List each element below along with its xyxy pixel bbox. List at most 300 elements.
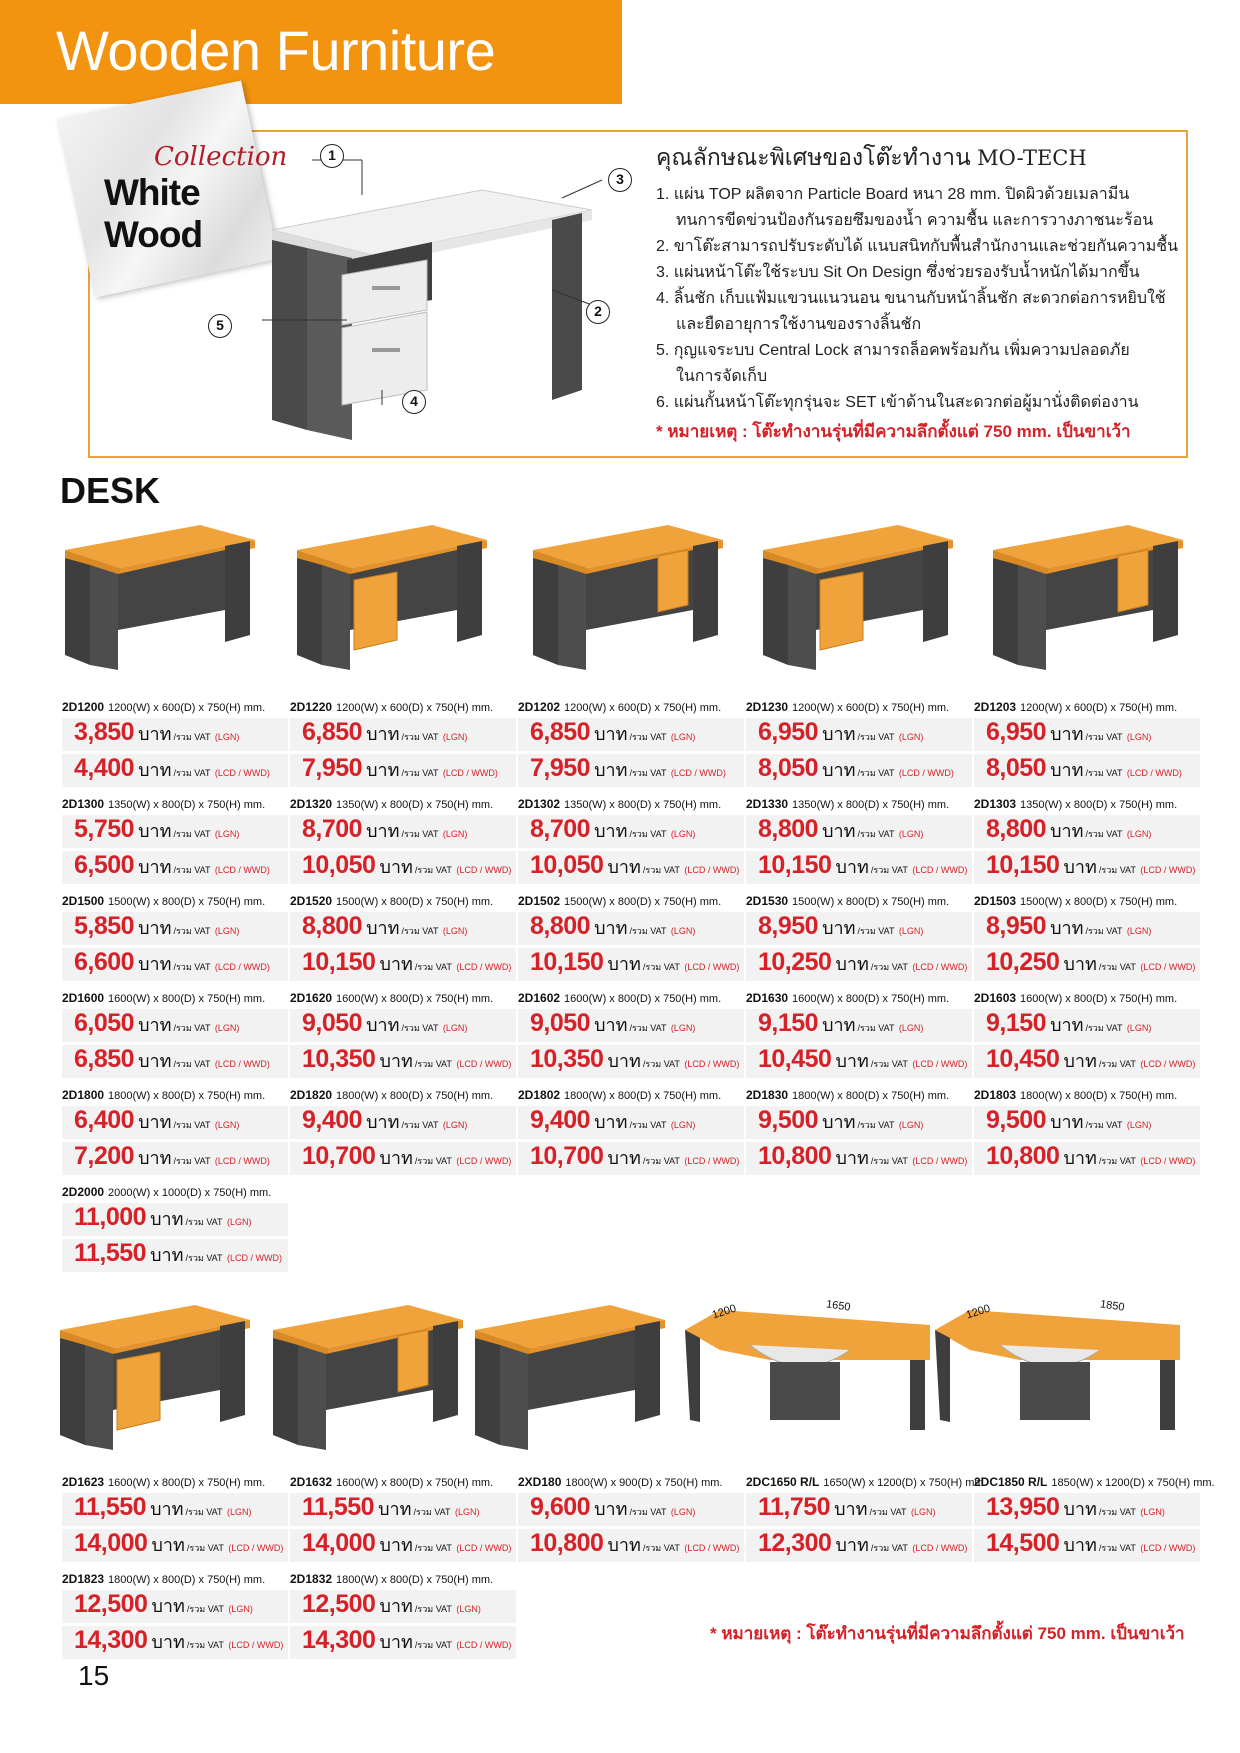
desk-image bbox=[758, 510, 958, 680]
price-unit: บาท bbox=[379, 1051, 413, 1071]
finish-label: (LGN) bbox=[1126, 1120, 1152, 1130]
price-unit: บาท bbox=[138, 857, 172, 877]
model-dims: 1600(W) x 800(D) x 750(H) mm. bbox=[1020, 993, 1178, 1005]
vat-label: /รวม VAT bbox=[1098, 1507, 1136, 1517]
price-lcd bbox=[518, 948, 744, 982]
price-lgn bbox=[974, 1493, 1200, 1527]
model-code: 2D1623 bbox=[62, 1475, 105, 1489]
finish-label: (LGN) bbox=[456, 1604, 481, 1614]
model-dims: 1200(W) x 600(D) x 750(H) mm. bbox=[792, 702, 950, 714]
model-header bbox=[62, 700, 288, 716]
model-header bbox=[518, 797, 744, 813]
desk-image bbox=[268, 1290, 468, 1460]
price-value: 9,150 bbox=[758, 1009, 819, 1037]
price-value: 14,500 bbox=[986, 1529, 1060, 1557]
price-unit: บาท bbox=[594, 918, 628, 938]
vat-label: /รวม VAT bbox=[629, 1507, 667, 1517]
finish-label: (LGN) bbox=[670, 926, 696, 936]
vat-label: /รวม VAT bbox=[185, 1507, 223, 1517]
product-cell bbox=[518, 1088, 744, 1176]
finish-label: (LCD / WWD) bbox=[1140, 1543, 1196, 1553]
feature-item: 4. ลิ้นชัก เก็บแฟ้มแขวนแนวนอน ขนานกับหน้าลิ้นชัก สะดวกต่อการหยิบใช้ bbox=[656, 290, 1166, 307]
price-unit: บาท bbox=[1063, 1499, 1097, 1519]
model-code: 2XD180 bbox=[518, 1475, 562, 1489]
price-value: 5,850 bbox=[74, 912, 135, 940]
price-lgn bbox=[290, 718, 516, 752]
price-unit: บาท bbox=[138, 724, 172, 744]
model-dims: 1200(W) x 600(D) x 750(H) mm. bbox=[1020, 702, 1178, 714]
finish-label: (LGN) bbox=[442, 1023, 468, 1033]
finish-label: (LGN) bbox=[898, 1023, 924, 1033]
finish-label: (LGN) bbox=[226, 1217, 252, 1227]
price-value: 8,950 bbox=[758, 912, 819, 940]
price-lcd bbox=[62, 851, 288, 885]
model-code: 2D1630 bbox=[746, 991, 789, 1005]
finish-label: (LGN) bbox=[910, 1507, 936, 1517]
product-cell bbox=[518, 1475, 744, 1563]
dim-label: 1650 bbox=[825, 1298, 852, 1314]
price-lcd bbox=[62, 948, 288, 982]
price-unit: บาท bbox=[594, 1015, 628, 1035]
model-dims: 1350(W) x 800(D) x 750(H) mm. bbox=[564, 799, 722, 811]
price-lgn bbox=[974, 1106, 1200, 1140]
finish-label: (LCD / WWD) bbox=[456, 1543, 512, 1553]
price-lcd bbox=[518, 851, 744, 885]
desk-image bbox=[55, 1290, 255, 1460]
vat-label: /รวม VAT bbox=[173, 829, 211, 839]
finish-label: (LCD / WWD) bbox=[912, 962, 968, 972]
vat-label: /รวม VAT bbox=[857, 926, 895, 936]
finish-label: (LCD / WWD) bbox=[456, 962, 512, 972]
finish-label: (LGN) bbox=[670, 1120, 696, 1130]
finish-label: (LGN) bbox=[214, 1120, 240, 1130]
feature-item: และยืดอายุการใช้งานของรางลิ้นชัก bbox=[676, 316, 922, 333]
price-value: 10,250 bbox=[986, 948, 1060, 976]
price-unit: บาท bbox=[379, 954, 413, 974]
callout-3: 3 bbox=[608, 168, 632, 192]
vat-label: /รวม VAT bbox=[642, 1543, 680, 1553]
model-dims: 1800(W) x 800(D) x 750(H) mm. bbox=[108, 1090, 266, 1102]
price-unit: บาท bbox=[1050, 760, 1084, 780]
price-value: 11,000 bbox=[74, 1203, 147, 1231]
model-dims: 1600(W) x 800(D) x 750(H) mm. bbox=[564, 993, 722, 1005]
price-lgn bbox=[518, 1106, 744, 1140]
product-cell bbox=[290, 700, 516, 788]
vat-label: /รวม VAT bbox=[857, 1120, 895, 1130]
vat-label: /รวม VAT bbox=[1098, 865, 1136, 875]
model-code: 2D1502 bbox=[518, 894, 561, 908]
model-dims: 1500(W) x 800(D) x 750(H) mm. bbox=[336, 896, 494, 908]
model-code: 2D1632 bbox=[290, 1475, 333, 1489]
model-dims: 1600(W) x 800(D) x 750(H) mm. bbox=[336, 993, 494, 1005]
finish-label: (LCD / WWD) bbox=[912, 865, 968, 875]
model-header bbox=[974, 991, 1200, 1007]
feature-item: 1. แผ่น TOP ผลิตจาก Particle Board หนา 28 mm. ปิดผิวด้วยเมลามีน bbox=[656, 186, 1130, 203]
finish-label: (LGN) bbox=[442, 732, 468, 742]
price-lcd bbox=[518, 1045, 744, 1079]
product-cell bbox=[62, 894, 288, 982]
model-dims: 1800(W) x 900(D) x 750(H) mm. bbox=[565, 1477, 723, 1489]
desk-image bbox=[60, 510, 260, 680]
price-unit: บาท bbox=[366, 1112, 400, 1132]
price-unit: บาท bbox=[138, 1112, 172, 1132]
price-lcd bbox=[290, 1045, 516, 1079]
vat-label: /รวม VAT bbox=[870, 1156, 908, 1166]
price-value: 4,400 bbox=[74, 754, 135, 782]
model-code: 2D1500 bbox=[62, 894, 105, 908]
vat-label: /รวม VAT bbox=[1085, 829, 1123, 839]
price-lcd bbox=[62, 1529, 288, 1563]
price-value: 11,550 bbox=[74, 1493, 147, 1521]
price-value: 10,450 bbox=[986, 1045, 1060, 1073]
price-value: 8,800 bbox=[986, 815, 1047, 843]
callout-2: 2 bbox=[586, 300, 610, 324]
price-unit: บาท bbox=[1050, 821, 1084, 841]
price-lgn bbox=[746, 1493, 972, 1527]
finish-label: (LCD / WWD) bbox=[442, 768, 498, 778]
price-unit: บาท bbox=[138, 1148, 172, 1168]
price-unit: บาท bbox=[379, 1596, 413, 1616]
price-value: 10,800 bbox=[758, 1142, 832, 1170]
model-header bbox=[746, 894, 972, 910]
price-unit: บาท bbox=[150, 1209, 184, 1229]
price-value: 6,950 bbox=[758, 718, 819, 746]
vat-label: /รวม VAT bbox=[401, 768, 439, 778]
price-lgn bbox=[62, 1203, 288, 1237]
price-value: 10,150 bbox=[986, 851, 1060, 879]
price-unit: บาท bbox=[835, 1051, 869, 1071]
model-header bbox=[974, 894, 1200, 910]
model-dims: 1500(W) x 800(D) x 750(H) mm. bbox=[792, 896, 950, 908]
vat-label: /รวม VAT bbox=[1098, 962, 1136, 972]
vat-label: /รวม VAT bbox=[857, 829, 895, 839]
price-value: 6,850 bbox=[530, 718, 591, 746]
price-unit: บาท bbox=[822, 724, 856, 744]
finish-label: (LGN) bbox=[214, 829, 240, 839]
price-value: 10,350 bbox=[530, 1045, 604, 1073]
collection-line2: White Wood bbox=[104, 172, 203, 255]
finish-label: (LGN) bbox=[1126, 829, 1152, 839]
vat-label: /รวม VAT bbox=[870, 865, 908, 875]
finish-label: (LGN) bbox=[214, 1023, 240, 1033]
model-header bbox=[746, 797, 972, 813]
finish-label: (LGN) bbox=[670, 1023, 696, 1033]
model-header bbox=[290, 1475, 516, 1491]
vat-label: /รวม VAT bbox=[186, 1604, 224, 1614]
price-lcd bbox=[518, 1142, 744, 1176]
product-cell bbox=[974, 991, 1200, 1079]
dim-label: 1200 bbox=[964, 1302, 992, 1322]
price-unit: บาท bbox=[366, 918, 400, 938]
finish-label: (LGN) bbox=[898, 829, 924, 839]
model-code: 2D1230 bbox=[746, 700, 789, 714]
price-unit: บาท bbox=[835, 1535, 869, 1555]
vat-label: /รวม VAT bbox=[629, 926, 667, 936]
price-value: 8,050 bbox=[986, 754, 1047, 782]
vat-label: /รวม VAT bbox=[401, 732, 439, 742]
price-lgn bbox=[518, 815, 744, 849]
price-lgn bbox=[746, 1009, 972, 1043]
page-header bbox=[0, 0, 622, 104]
model-dims: 1600(W) x 800(D) x 750(H) mm. bbox=[108, 993, 266, 1005]
model-dims: 1800(W) x 800(D) x 750(H) mm. bbox=[108, 1574, 266, 1586]
finish-label: (LCD / WWD) bbox=[214, 865, 270, 875]
model-dims: 1200(W) x 600(D) x 750(H) mm. bbox=[564, 702, 722, 714]
finish-label: (LCD / WWD) bbox=[912, 1059, 968, 1069]
finish-label: (LGN) bbox=[670, 829, 696, 839]
price-value: 11,550 bbox=[74, 1239, 147, 1267]
price-lcd bbox=[62, 1626, 288, 1660]
price-value: 11,550 bbox=[302, 1493, 375, 1521]
finish-label: (LCD / WWD) bbox=[684, 1543, 740, 1553]
price-value: 6,500 bbox=[74, 851, 135, 879]
vat-label: /รวม VAT bbox=[870, 1543, 908, 1553]
price-unit: บาท bbox=[1063, 1051, 1097, 1071]
vat-label: /รวม VAT bbox=[642, 1156, 680, 1166]
product-cell bbox=[974, 700, 1200, 788]
model-code: 2D1300 bbox=[62, 797, 105, 811]
price-value: 9,150 bbox=[986, 1009, 1047, 1037]
price-lgn bbox=[746, 912, 972, 946]
vat-label: /รวม VAT bbox=[870, 962, 908, 972]
model-header bbox=[974, 1088, 1200, 1104]
price-value: 14,300 bbox=[302, 1626, 376, 1654]
callout-1: 1 bbox=[320, 144, 344, 168]
finish-label: (LCD / WWD) bbox=[456, 1640, 512, 1650]
desk-image bbox=[528, 510, 728, 680]
page-number: 15 bbox=[78, 1660, 110, 1691]
product-cell bbox=[290, 991, 516, 1079]
price-lgn bbox=[62, 1106, 288, 1140]
model-code: 2D1603 bbox=[974, 991, 1017, 1005]
price-unit: บาท bbox=[607, 1535, 641, 1555]
product-cell bbox=[974, 894, 1200, 982]
model-header bbox=[62, 991, 288, 1007]
vat-label: /รวม VAT bbox=[1085, 768, 1123, 778]
model-code: 2D1830 bbox=[746, 1088, 789, 1102]
price-lgn bbox=[746, 718, 972, 752]
finish-label: (LGN) bbox=[442, 1120, 468, 1130]
vat-label: /รวม VAT bbox=[173, 1120, 211, 1130]
price-lgn bbox=[974, 1009, 1200, 1043]
feature-item: 6. แผ่นกั้นหน้าโต๊ะทุกรุ่นจะ SET เข้าด้านในสะดวกต่อผู้มานั่งติดต่องาน bbox=[656, 394, 1139, 411]
model-dims: 1800(W) x 800(D) x 750(H) mm. bbox=[336, 1090, 494, 1102]
page-title: Wooden Furniture bbox=[56, 19, 496, 82]
price-lgn bbox=[746, 815, 972, 849]
price-unit: บาท bbox=[138, 1015, 172, 1035]
price-value: 10,350 bbox=[302, 1045, 376, 1073]
model-code: 2D1600 bbox=[62, 991, 105, 1005]
price-lgn bbox=[62, 718, 288, 752]
price-lcd bbox=[290, 754, 516, 788]
vat-label: /รวม VAT bbox=[629, 829, 667, 839]
price-unit: บาท bbox=[594, 1499, 628, 1519]
feature-item: ในการจัดเก็บ bbox=[676, 368, 768, 385]
price-unit: บาท bbox=[151, 1535, 185, 1555]
price-unit: บาท bbox=[379, 1632, 413, 1652]
price-unit: บาท bbox=[150, 1499, 184, 1519]
finish-label: (LGN) bbox=[1140, 1507, 1165, 1517]
price-unit: บาท bbox=[594, 1112, 628, 1132]
price-value: 6,400 bbox=[74, 1106, 135, 1134]
price-lcd bbox=[290, 1529, 516, 1563]
price-value: 9,400 bbox=[302, 1106, 363, 1134]
price-lcd bbox=[62, 754, 288, 788]
price-unit: บาท bbox=[835, 857, 869, 877]
product-cell bbox=[746, 991, 972, 1079]
vat-label: /รวม VAT bbox=[173, 732, 211, 742]
vat-label: /รวม VAT bbox=[629, 1023, 667, 1033]
finish-label: (LCD / WWD) bbox=[228, 1543, 284, 1553]
price-value: 7,950 bbox=[530, 754, 591, 782]
price-unit: บาท bbox=[138, 760, 172, 780]
finish-label: (LGN) bbox=[442, 829, 468, 839]
model-code: 2D1302 bbox=[518, 797, 561, 811]
vat-label: /รวม VAT bbox=[185, 1253, 223, 1263]
callout-4: 4 bbox=[402, 390, 426, 414]
finish-label: (LGN) bbox=[228, 1604, 253, 1614]
model-header bbox=[518, 894, 744, 910]
price-value: 10,450 bbox=[758, 1045, 832, 1073]
vat-label: /รวม VAT bbox=[642, 865, 680, 875]
desk-image bbox=[988, 510, 1188, 680]
price-unit: บาท bbox=[1063, 1148, 1097, 1168]
product-cell bbox=[974, 1475, 1215, 1563]
vat-label: /รวม VAT bbox=[629, 1120, 667, 1130]
price-unit: บาท bbox=[594, 760, 628, 780]
vat-label: /รวม VAT bbox=[173, 1156, 211, 1166]
model-dims: 1850(W) x 1200(D) x 750(H) mm. bbox=[1051, 1477, 1215, 1489]
model-header bbox=[290, 894, 516, 910]
price-unit: บาท bbox=[594, 821, 628, 841]
product-cell bbox=[62, 1475, 288, 1563]
price-lcd bbox=[974, 1142, 1200, 1176]
price-value: 8,800 bbox=[302, 912, 363, 940]
vat-label: /รวม VAT bbox=[414, 1640, 452, 1650]
collection-line1: Collection bbox=[154, 142, 288, 172]
price-lgn bbox=[290, 1106, 516, 1140]
model-header bbox=[62, 797, 288, 813]
price-unit: บาท bbox=[1050, 1015, 1084, 1035]
price-unit: บาท bbox=[835, 1148, 869, 1168]
vat-label: /รวม VAT bbox=[629, 732, 667, 742]
price-unit: บาท bbox=[822, 1015, 856, 1035]
price-lcd bbox=[746, 754, 972, 788]
price-unit: บาท bbox=[1063, 857, 1097, 877]
price-value: 10,150 bbox=[530, 948, 604, 976]
model-code: 2DC1650 R/L bbox=[746, 1475, 820, 1489]
price-lcd bbox=[746, 1045, 972, 1079]
finish-label: (LCD / WWD) bbox=[1140, 865, 1196, 875]
price-unit: บาท bbox=[822, 918, 856, 938]
price-unit: บาท bbox=[1050, 1112, 1084, 1132]
features-title-text: คุณลักษณะพิเศษของโต๊ะทำงาน bbox=[656, 144, 971, 170]
white-desk-illustration bbox=[262, 150, 632, 450]
price-value: 10,150 bbox=[758, 851, 832, 879]
price-lgn bbox=[974, 912, 1200, 946]
price-unit: บาท bbox=[1050, 918, 1084, 938]
vat-label: /รวม VAT bbox=[173, 962, 211, 972]
product-cell bbox=[974, 1088, 1200, 1176]
features-note: * หมายเหตุ : โต๊ะทำงานรุ่นที่มีความลึกตั้งแต่ 750 mm. เป็นขาเว้า bbox=[656, 422, 1131, 441]
price-value: 6,050 bbox=[74, 1009, 135, 1037]
finish-label: (LGN) bbox=[898, 926, 924, 936]
model-dims: 1800(W) x 800(D) x 750(H) mm. bbox=[792, 1090, 950, 1102]
price-value: 7,200 bbox=[74, 1142, 135, 1170]
model-dims: 1800(W) x 800(D) x 750(H) mm. bbox=[336, 1574, 494, 1586]
product-cell bbox=[290, 894, 516, 982]
vat-label: /รวม VAT bbox=[629, 768, 667, 778]
price-lcd bbox=[974, 1529, 1200, 1563]
model-code: 2D1800 bbox=[62, 1088, 105, 1102]
finish-label: (LCD / WWD) bbox=[898, 768, 954, 778]
vat-label: /รวม VAT bbox=[414, 1156, 452, 1166]
vat-label: /รวม VAT bbox=[413, 1507, 451, 1517]
product-cell bbox=[290, 1088, 516, 1176]
price-unit: บาท bbox=[150, 1245, 184, 1265]
model-code: 2D1503 bbox=[974, 894, 1017, 908]
model-code: 2D1203 bbox=[974, 700, 1017, 714]
vat-label: /รวม VAT bbox=[414, 1059, 452, 1069]
model-header bbox=[290, 1088, 516, 1104]
finish-label: (LCD / WWD) bbox=[214, 768, 270, 778]
model-code: 2D1602 bbox=[518, 991, 561, 1005]
price-unit: บาท bbox=[594, 724, 628, 744]
finish-label: (LCD / WWD) bbox=[456, 1059, 512, 1069]
finish-label: (LCD / WWD) bbox=[228, 1640, 284, 1650]
vat-label: /รวม VAT bbox=[1098, 1059, 1136, 1069]
price-unit: บาท bbox=[366, 724, 400, 744]
price-lcd bbox=[974, 851, 1200, 885]
vat-label: /รวม VAT bbox=[857, 1023, 895, 1033]
product-cell bbox=[518, 797, 744, 885]
product-cell bbox=[746, 1475, 987, 1563]
features-panel bbox=[656, 140, 1186, 445]
finish-label: (LCD / WWD) bbox=[1126, 768, 1182, 778]
price-value: 6,850 bbox=[74, 1045, 135, 1073]
dim-label: 1850 bbox=[1099, 1298, 1126, 1314]
product-cell bbox=[518, 894, 744, 982]
price-unit: บาท bbox=[1050, 724, 1084, 744]
price-value: 8,700 bbox=[530, 815, 591, 843]
price-unit: บาท bbox=[822, 1112, 856, 1132]
product-cell bbox=[746, 700, 972, 788]
price-lgn bbox=[290, 815, 516, 849]
model-code: 2D1220 bbox=[290, 700, 333, 714]
price-value: 9,050 bbox=[302, 1009, 363, 1037]
finish-label: (LGN) bbox=[454, 1507, 480, 1517]
price-value: 6,950 bbox=[986, 718, 1047, 746]
feature-item: 3. แผ่นหน้าโต๊ะใช้ระบบ Sit On Design ซึ่งช่วยรองรับน้ำหนักได้มากขึ้น bbox=[656, 264, 1140, 281]
model-code: 2D1303 bbox=[974, 797, 1017, 811]
price-lgn bbox=[518, 912, 744, 946]
features-title bbox=[656, 140, 1186, 176]
price-unit: บาท bbox=[1063, 954, 1097, 974]
finish-label: (LGN) bbox=[1126, 732, 1152, 742]
model-code: 2D1832 bbox=[290, 1572, 333, 1586]
price-lcd bbox=[518, 754, 744, 788]
price-lcd bbox=[62, 1142, 288, 1176]
model-header bbox=[746, 700, 972, 716]
price-unit: บาท bbox=[834, 1499, 868, 1519]
finish-label: (LGN) bbox=[442, 926, 468, 936]
model-header bbox=[62, 1088, 288, 1104]
model-dims: 1500(W) x 800(D) x 750(H) mm. bbox=[564, 896, 722, 908]
finish-label: (LGN) bbox=[1126, 1023, 1152, 1033]
product-cell bbox=[746, 797, 972, 885]
model-header bbox=[746, 1475, 987, 1491]
vat-label: /รวม VAT bbox=[185, 1217, 223, 1227]
